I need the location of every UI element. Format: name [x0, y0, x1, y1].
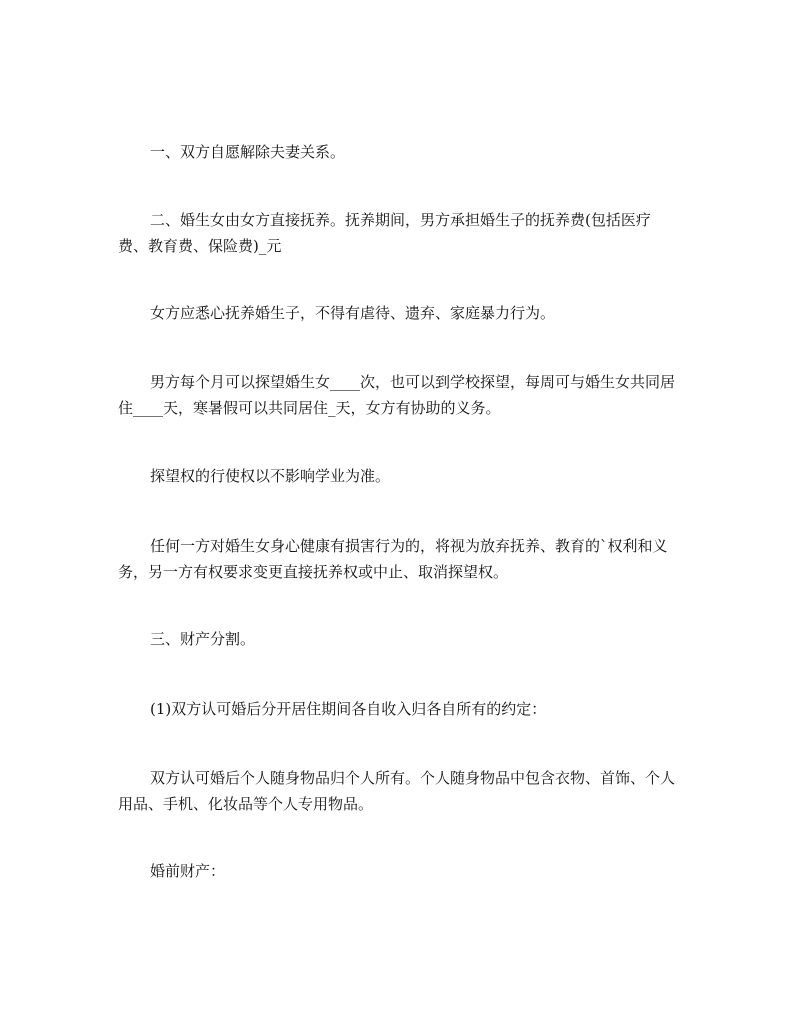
personal-items-paragraph: 双方认可婚后个人随身物品归个人所有。个人随身物品中包含衣物、首饰、个人用品、手机、化妆品等个人专用物品。: [118, 769, 676, 813]
custody-change-paragraph: 任何一方对婚生女身心健康有损害行为的，将视为放弃抚养、教育的`权利和义务，另一方有权要求变更直接抚养权或中止、取消探望权。: [118, 537, 668, 581]
premarital-property-paragraph: 婚前财产：: [150, 862, 226, 880]
income-agreement-paragraph: (1)双方认可婚后分开居住期间各自收入归各自所有的约定：: [150, 700, 547, 718]
clause-2-paragraph: 二、婚生女由女方直接抚养。抚养期间，男方承担婚生子的抚养费(包括医疗费、教育费、保险费)_元: [118, 211, 651, 255]
visitation-limit-paragraph: 探望权的行使权以不影响学业为准。: [150, 467, 391, 485]
visitation-paragraph: 男方每个月可以探望婚生女____次，也可以到学校探望，每周可与婚生女共同居住____天，寒暑假可以共同居住_天，女方有协助的义务。: [118, 373, 676, 417]
clause-1-paragraph: 一、双方自愿解除夫妻关系。: [150, 143, 346, 161]
custody-duty-paragraph: 女方应悉心抚养婚生子，不得有虐待、遗弃、家庭暴力行为。: [150, 304, 556, 322]
clause-3-paragraph: 三、财产分割。: [150, 630, 256, 648]
